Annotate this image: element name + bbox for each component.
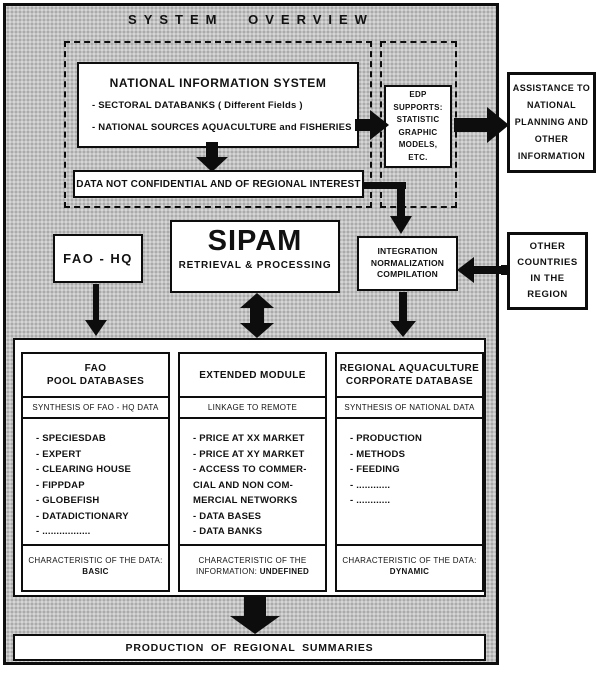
column-items [23,417,168,544]
extended-module-column [178,352,327,592]
page-title: SYSTEM OVERVIEW [128,12,374,27]
list-item: - FEEDING [350,464,400,475]
integration-box [357,236,458,291]
list-item: MERCIAL NETWORKS [193,495,298,506]
arrow-nis-down-icon [194,142,230,172]
arrow-fao-down-icon [84,284,108,336]
list-item: - NATIONAL SOURCES AQUACULTURE and FISHERIES [92,122,352,133]
arrow-edp-to-assistance-icon [454,107,509,143]
list-item: - PRODUCTION [350,433,423,444]
list-item: REGION [527,289,568,300]
characteristic-line2 [337,566,482,577]
list-item: INFORMATION [517,151,586,161]
list-item: COMPILATION [376,269,439,280]
production-summaries-box [13,634,486,661]
list-item: POOL DATABASES [46,376,145,387]
fao-hq-label: FAO - HQ [63,251,133,266]
list-item: - PRICE AT XX MARKET [193,433,305,444]
regional-aquaculture-column [335,352,484,592]
list-item: OTHER [534,134,569,144]
list-item: SUPPORTS: [393,102,443,112]
arrow-dnc-to-integration-icon [363,180,415,234]
assistance-box [507,72,596,173]
list-item: - EXPERT [36,448,82,460]
characteristic-value: BASIC [82,567,109,576]
sipam-subtitle: RETRIEVAL & PROCESSING [178,260,332,271]
list-item: FAO [84,363,107,374]
characteristic-line2 [180,566,325,577]
list-item: - ............ [350,495,391,506]
list-item: PLANNING AND [514,117,589,127]
list-item: INTEGRATION [377,246,438,257]
list-item: COUNTRIES [517,257,578,268]
list-item: CORPORATE DATABASE [345,376,474,387]
list-item: IN THE [530,273,565,284]
arrow-integration-down-icon [389,292,417,337]
list-item: - ACCESS TO COMMER- [193,464,307,475]
column-subtitle: LINKAGE TO REMOTE [180,396,325,417]
list-item: GRAPHIC [398,127,438,137]
database-modules-container [13,338,486,597]
list-item: REGIONAL AQUACULTURE [339,363,480,374]
national-information-system-title: NATIONAL INFORMATION SYSTEM [109,76,327,90]
characteristic-line1: CHARACTERISTIC OF THE DATA: [342,556,477,565]
production-summaries-label: PRODUCTION OF REGIONAL SUMMARIES [125,641,374,654]
characteristic-line1: CHARACTERISTIC OF THE [198,556,307,565]
sipam-title: SIPAM [207,225,303,257]
list-item: - DATA BASES [193,510,262,522]
sipam-box [170,220,340,293]
arrow-other-to-integration-icon [457,257,507,283]
list-item: - METHODS [350,448,406,460]
list-item: - CLEARING HOUSE [36,464,132,475]
list-item: NATIONAL [526,100,577,110]
edp-supports-box [384,85,452,168]
list-item: - DATADICTIONARY [36,510,129,522]
column-header [180,354,325,396]
list-item: EDP [409,90,427,99]
data-not-confidential-label: DATA NOT CONFIDENTIAL AND OF REGIONAL INTEREST [76,178,361,190]
column-items [337,417,482,544]
column-subtitle: SYNTHESIS OF NATIONAL DATA [337,396,482,417]
list-item: - GLOBEFISH [36,495,100,506]
list-item: MODELS, [398,140,438,149]
column-characteristic [23,544,168,590]
characteristic-line2 [23,566,168,577]
list-item: - SPECIESDAB [36,433,106,444]
list-item: - PRICE AT XY MARKET [193,448,305,460]
national-information-system-items [92,100,357,133]
fao-pool-databases-column [21,352,170,592]
list-item: - SECTORAL DATABANKS ( Different Fields ) [92,100,303,111]
fao-hq-box [53,234,143,283]
list-item: STATISTIC [396,115,440,124]
column-subtitle: SYNTHESIS OF FAO - HQ DATA [23,396,168,417]
national-information-system-box [77,62,359,148]
list-item: OTHER [529,241,566,252]
list-item: - ................. [36,526,91,537]
arrow-nis-to-edp-icon [355,110,389,140]
other-countries-box [507,232,588,310]
list-item: - DATA BANKS [193,526,263,537]
column-characteristic [337,544,482,590]
list-item: - FIPPDAP [36,479,85,491]
column-characteristic [180,544,325,590]
characteristic-value: DYNAMIC [389,567,430,576]
characteristic-value: UNDEFINED [259,567,310,576]
arrow-container-to-production-icon [229,597,281,634]
list-item: EXTENDED MODULE [199,369,306,381]
column-items [180,417,325,544]
list-item: NORMALIZATION [370,257,445,268]
column-header [337,354,482,396]
list-item: ASSISTANCE TO [512,83,591,93]
arrow-sipam-bidirectional-icon [238,293,276,338]
characteristic-line1: CHARACTERISTIC OF THE DATA: [28,556,163,565]
characteristic-normal: INFORMATION: [195,567,260,576]
list-item: ETC. [408,152,428,162]
list-item: - ............ [350,479,391,491]
list-item: CIAL AND NON COM- [193,479,293,491]
column-header [23,354,168,396]
data-not-confidential-box [73,170,364,198]
